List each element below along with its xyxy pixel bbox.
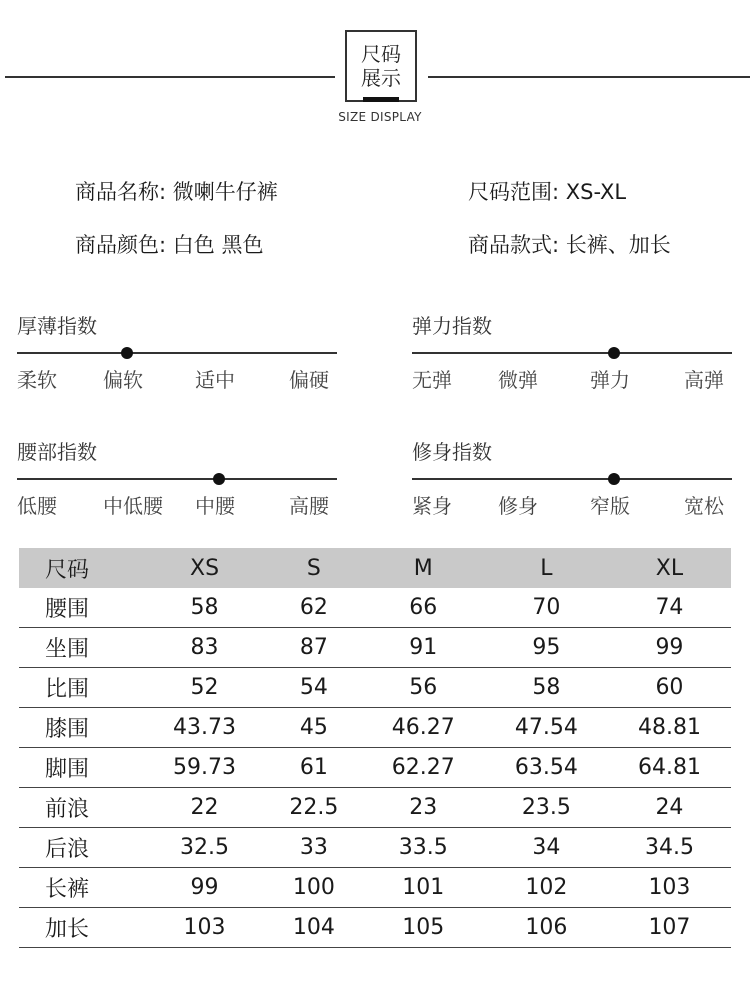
product-style-value: 长裤、加长 [565,233,671,257]
scale-option: 窄版 [590,494,630,518]
measurement-name-cell: 后浪 [19,828,143,868]
measurement-name-cell: 长裤 [19,868,143,908]
size-header-cell: 尺码 [19,548,143,588]
size-display-title-box [345,30,417,102]
size-table [19,548,731,948]
measurement-value-cell: 91 [362,628,485,668]
scale-option: 柔软 [17,368,57,392]
size-header-cell: XS [143,548,266,588]
measurement-value-cell: 107 [608,908,731,948]
fit-scale-label: 修身指数 [412,440,492,464]
elasticity-scale-track [412,352,732,354]
product-color [75,229,263,259]
measurement-value-cell: 24 [608,788,731,828]
measurement-value-cell: 58 [485,668,608,708]
scale-option: 偏软 [103,368,143,392]
scale-option: 微弹 [498,368,538,392]
measurement-value-cell: 47.54 [485,708,608,748]
size-display-subtitle: SIZE DISPLAY [338,110,422,124]
measurement-value-cell: 102 [485,868,608,908]
measurement-value-cell: 23.5 [485,788,608,828]
waist-scale-marker [213,473,225,485]
measurement-value-cell: 105 [362,908,485,948]
waist-scale-track [17,478,337,480]
scale-option: 高弹 [684,368,724,392]
size-header-cell: M [362,548,485,588]
measurement-name-cell: 比围 [19,668,143,708]
measurement-value-cell: 95 [485,628,608,668]
product-color-value: 白色 黑色 [172,233,264,257]
measurement-name-cell: 脚围 [19,748,143,788]
thickness-scale-marker [121,347,133,359]
measurement-value-cell: 23 [362,788,485,828]
measurement-value-cell: 99 [143,868,266,908]
product-name-value: 微喇牛仔裤 [172,180,278,204]
measurement-value-cell: 106 [485,908,608,948]
measurement-name-cell: 腰围 [19,588,143,628]
measurement-value-cell: 100 [266,868,362,908]
measurement-value-cell: 60 [608,668,731,708]
measurement-value-cell: 33.5 [362,828,485,868]
table-row [19,748,731,788]
measurement-name-cell: 前浪 [19,788,143,828]
fit-scale-track [412,478,732,480]
table-row [19,708,731,748]
product-name-label: 商品名称: [75,180,167,204]
measurement-value-cell: 52 [143,668,266,708]
header-divider-left [5,76,335,78]
measurement-value-cell: 103 [608,868,731,908]
measurement-value-cell: 62 [266,588,362,628]
scale-option: 偏硬 [289,368,329,392]
scale-option: 中腰 [195,494,235,518]
measurement-value-cell: 101 [362,868,485,908]
product-style [468,229,671,259]
measurement-value-cell: 56 [362,668,485,708]
table-row [19,828,731,868]
measurement-name-cell: 膝围 [19,708,143,748]
measurement-value-cell: 45 [266,708,362,748]
elasticity-scale-marker [608,347,620,359]
measurement-value-cell: 64.81 [608,748,731,788]
measurement-value-cell: 34 [485,828,608,868]
measurement-value-cell: 74 [608,588,731,628]
table-row [19,788,731,828]
table-row [19,868,731,908]
measurement-value-cell: 22 [143,788,266,828]
table-row [19,628,731,668]
size-header-cell: S [266,548,362,588]
measurement-value-cell: 33 [266,828,362,868]
title-line-1: 尺码 [361,42,401,66]
scale-option: 无弹 [412,368,452,392]
measurement-value-cell: 99 [608,628,731,668]
scale-option: 高腰 [289,494,329,518]
measurement-value-cell: 62.27 [362,748,485,788]
scale-option: 弹力 [590,368,630,392]
measurement-value-cell: 32.5 [143,828,266,868]
product-style-label: 商品款式: [468,233,560,257]
scale-option: 低腰 [17,494,57,518]
size-range-value: XS-XL [565,180,627,204]
size-table-header-row [19,548,731,588]
measurement-value-cell: 58 [143,588,266,628]
measurement-value-cell: 22.5 [266,788,362,828]
measurement-value-cell: 48.81 [608,708,731,748]
measurement-value-cell: 61 [266,748,362,788]
table-row [19,668,731,708]
measurement-value-cell: 54 [266,668,362,708]
measurement-name-cell: 加长 [19,908,143,948]
scale-option: 适中 [195,368,235,392]
table-row [19,588,731,628]
size-range [468,176,626,206]
header-divider-right [428,76,750,78]
title-underline-bar [363,97,399,102]
measurement-value-cell: 43.73 [143,708,266,748]
measurement-value-cell: 104 [266,908,362,948]
measurement-value-cell: 83 [143,628,266,668]
size-header-cell: XL [608,548,731,588]
measurement-value-cell: 63.54 [485,748,608,788]
measurement-value-cell: 59.73 [143,748,266,788]
measurement-value-cell: 70 [485,588,608,628]
measurement-value-cell: 66 [362,588,485,628]
table-row [19,908,731,948]
size-table-body [19,588,731,948]
scale-option: 紧身 [412,494,452,518]
size-header-cell: L [485,548,608,588]
measurement-value-cell: 46.27 [362,708,485,748]
product-name [75,176,278,206]
product-color-label: 商品颜色: [75,233,167,257]
scale-option: 修身 [498,494,538,518]
measurement-value-cell: 87 [266,628,362,668]
scale-option: 宽松 [684,494,724,518]
fit-scale-marker [608,473,620,485]
measurement-value-cell: 34.5 [608,828,731,868]
scale-option: 中低腰 [103,494,163,518]
waist-scale-label: 腰部指数 [17,440,97,464]
thickness-scale-label: 厚薄指数 [17,314,97,338]
measurement-name-cell: 坐围 [19,628,143,668]
title-line-2: 展示 [361,66,401,90]
elasticity-scale-label: 弹力指数 [412,314,492,338]
size-range-label: 尺码范围: [468,180,560,204]
measurement-value-cell: 103 [143,908,266,948]
thickness-scale-track [17,352,337,354]
